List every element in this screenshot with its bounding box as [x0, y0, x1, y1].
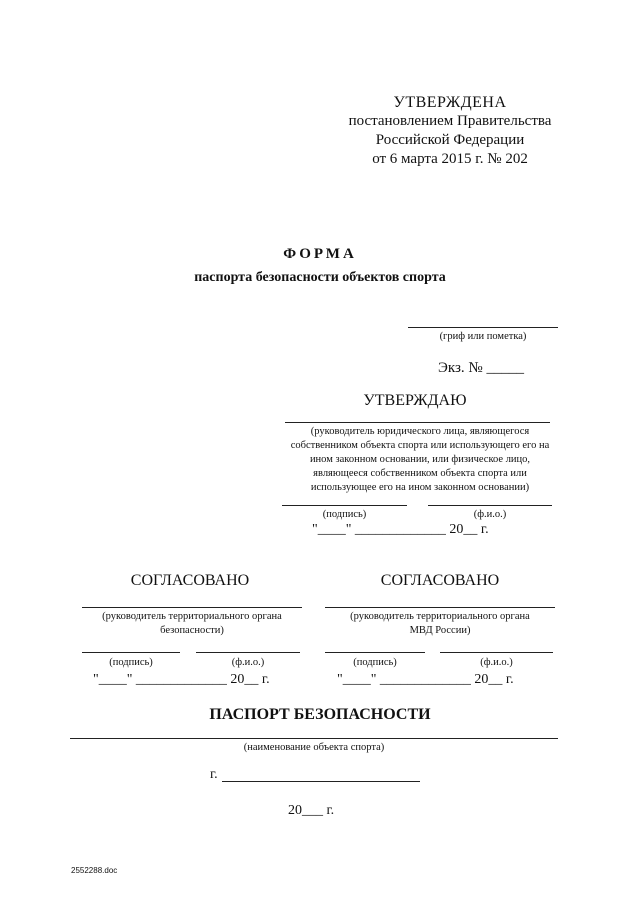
agreed-right-name-caption: (ф.и.о.) [480, 657, 513, 668]
agreed-right-caption-line: (руководитель территориального органа [350, 611, 530, 622]
agreed-right-signature-caption: (подпись) [353, 657, 397, 668]
approve-name-line [428, 505, 552, 506]
passport-title: ПАСПОРТ БЕЗОПАСНОСТИ [209, 706, 431, 723]
passport-city-label: г. [210, 767, 218, 782]
approve-signature-caption: (подпись) [322, 509, 367, 520]
agreed-left-line [82, 607, 302, 608]
approve-caption-line: (руководитель юридического лица, являющегося [310, 426, 530, 437]
agreed-right-title: СОГЛАСОВАНО [380, 572, 500, 589]
agreed-left-caption-line: безопасности) [160, 625, 224, 636]
agreed-left-title: СОГЛАСОВАНО [130, 572, 250, 589]
approve-name-caption: (ф.и.о.) [473, 509, 507, 520]
form-subtitle: паспорта безопасности объектов спорта [194, 270, 446, 285]
form-title: ФОРМА [283, 246, 357, 262]
approval-block [330, 93, 570, 169]
agreed-left-signature-caption: (подпись) [109, 657, 153, 668]
approve-caption-line: собственником объекта спорта или использующего его на [290, 440, 550, 451]
agreed-right-name-line [440, 652, 553, 653]
approve-date-line: "____" _____________ 20__ г. [312, 522, 489, 537]
agreed-right-caption [322, 610, 558, 638]
agreed-left-name-line [196, 652, 300, 653]
agreed-right-line [325, 607, 555, 608]
classification-caption: (гриф или пометка) [439, 331, 527, 342]
approval-line-2: Российской Федерации [375, 132, 525, 148]
approve-signature-line [282, 505, 407, 506]
agreed-right-caption-line: МВД России) [409, 625, 471, 636]
agreed-left-caption [78, 610, 306, 638]
approve-title: УТВЕРЖДАЮ [363, 392, 467, 409]
copy-number-label: Экз. № _____ [438, 360, 524, 376]
agreed-left-signature-line [82, 652, 180, 653]
agreed-left-caption-line: (руководитель территориального органа [102, 611, 282, 622]
agreed-left-date-line: "____" _____________ 20__ г. [93, 672, 270, 687]
agreed-right-date-line: "____" _____________ 20__ г. [337, 672, 514, 687]
passport-object-caption: (наименование объекта спорта) [243, 742, 385, 753]
passport-year-label: 20___ г. [288, 803, 335, 818]
agreed-left-name-caption: (ф.и.о.) [231, 657, 265, 668]
approve-caption-line: являющееся собственником объекта спорта или [313, 468, 527, 479]
approval-line-3: от 6 марта 2015 г. № 202 [372, 151, 528, 167]
passport-city-line [222, 781, 420, 782]
agreed-right-signature-line [325, 652, 425, 653]
approval-line-1: постановлением Правительства [348, 113, 552, 129]
approve-caption-line: использующее его на ином законном основании) [310, 482, 530, 493]
approve-caption-line: ином законном основании, или физическое лицо, [309, 454, 531, 465]
passport-object-line [70, 738, 558, 739]
approval-title: УТВЕРЖДЕНА [393, 94, 507, 111]
approve-line [285, 422, 550, 423]
approve-caption [270, 425, 570, 495]
classification-line [408, 327, 558, 328]
footer-doc-id: 2552288.doc [71, 866, 118, 875]
